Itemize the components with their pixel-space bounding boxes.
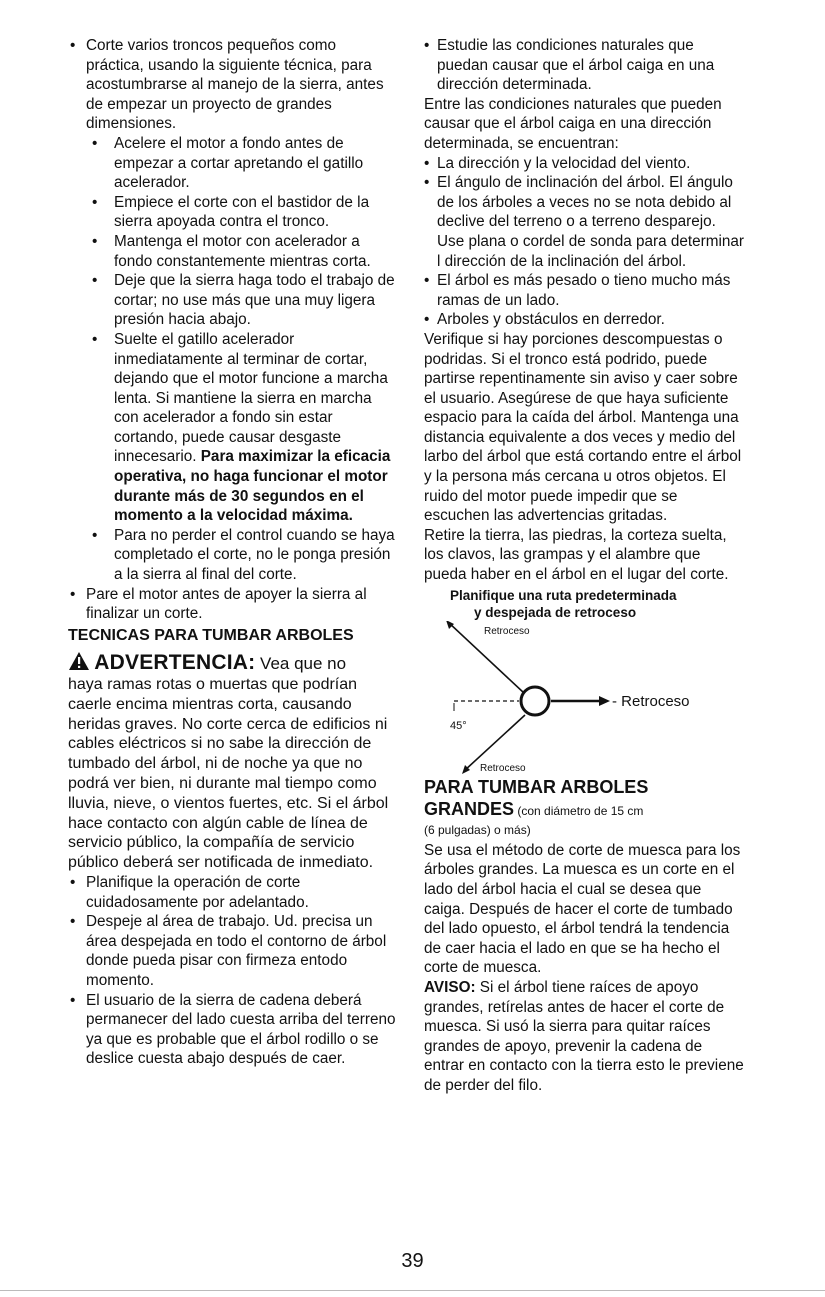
size-note-1: (con diámetro de 15 cm bbox=[514, 803, 644, 818]
sub-bullet: • Para no perder el control cuando se haya completado el corte, no le ponga presión a la sierra al final del corte. bbox=[68, 526, 398, 585]
notice-text: Si el árbol tiene raíces de apoyo grandes, retírelas antes de hacer el corte de muesca. Si usó la sierra para quitar raíces grandes de apoyo, prevenir la cadena de entrar en contacto con la tierra esto le previene de perder del filo. bbox=[424, 978, 744, 1094]
sub-bullet: • Empiece el corte con el bastidor de la sierra apoyada contra el tronco. bbox=[68, 193, 398, 232]
list-item: • El ángulo de inclinación del árbol. El ángulo de los árboles a veces no se nota debido al declive del terreno o a terreno desparejo. Use plana o cordel de sonda para determinar l dirección de la inclinación del árbol. bbox=[424, 173, 746, 271]
size-note-2: (6 pulgadas) o más) bbox=[424, 823, 531, 838]
warning-lead: Vea que no bbox=[255, 654, 347, 674]
remove-paragraph: Retire la tierra, las piedras, la corteza suelta, los clavos, las grampas y el alambre que pueda haber en el árbol en el lugar del corte. bbox=[424, 526, 729, 584]
warning-triangle-icon bbox=[68, 651, 90, 671]
warning-text: haya ramas rotas o muertas que podrían caerle encima mientras corta, causando heridas graves. No corte cerca de edificios ni cables eléctricos si no sabe la dirección de tumbado del árbol, ni de noche ya que no podrá ver bien, ni durante mal tiempo como lluvia, nieve, o vientos fuertes, etc. Si el árbol hace contacto con algún cable de línea de servicio público, la compañía de servicio público deberá ser notificada de inmediato. bbox=[68, 676, 389, 872]
sub-bullet: • Deje que la sierra haga todo el trabajo de cortar; no use más que una muy ligera presión hacia abajo. bbox=[68, 271, 398, 330]
big-trees-subheading bbox=[424, 798, 746, 822]
warning-label: ADVERTENCIA: bbox=[94, 651, 256, 675]
diagram-title bbox=[450, 587, 746, 621]
notice-paragraph bbox=[424, 978, 746, 1096]
page-number: 39 bbox=[401, 1250, 424, 1272]
list-item: • El árbol es más pesado o tieno mucho más ramas de un lado. bbox=[424, 271, 746, 310]
intro-bullet: • Corte varios troncos pequeños como práctica, usando la siguiente técnica, para acostumbrarse al manejo de la sierra, antes de empezar un proyecto de grandes dimensiones. bbox=[68, 36, 398, 134]
release-text: Suelte el gatillo acelerador inmediatamente al terminar de cortar, dejando que el motor funcione a marcha lenta. Si mantiene la sierra en marcha con acelerador a fondo sin estar cortando, puede causar desgaste innecesario. bbox=[114, 330, 388, 466]
retreat-label-right: - Retroceso bbox=[612, 692, 690, 710]
diagram-title-line-2: y despejada de retroceso bbox=[474, 604, 637, 620]
tree-top-view-icon bbox=[521, 687, 549, 715]
natural-conditions-bullet: • Estudie las condiciones naturales que puedan causar que el árbol caiga en una dirección determinada. bbox=[424, 36, 746, 95]
notice-label: AVISO: bbox=[424, 978, 476, 996]
list-item: • Planifique la operación de corte cuidadosamente por adelantado. bbox=[68, 873, 398, 912]
arrowhead-right bbox=[599, 696, 610, 706]
left-column bbox=[68, 36, 398, 1069]
list-item: • Arboles y obstáculos en derredor. bbox=[424, 310, 746, 330]
conditions-intro: Entre las condiciones naturales que pueden causar que el árbol caiga en una dirección determinada, se encuentran: bbox=[424, 95, 722, 152]
notch-paragraph: Se usa el método de corte de muesca para los árboles grandes. La muesca es un corte en el lado del árbol hacia el cual se desea que caiga. Después de hacer el corte de tumbado del lado opuesto, el árbol tendrá la tendencia de caer hacia el lado en que se ha hecho el corte de muesca. bbox=[424, 841, 741, 977]
page-edge-divider bbox=[0, 1290, 825, 1291]
retreat-path-diagram bbox=[424, 621, 746, 776]
list-item: • La dirección y la velocidad del viento. bbox=[424, 154, 746, 174]
release-throttle-bullet bbox=[68, 330, 398, 526]
retreat-label-bottom: Retroceso bbox=[480, 762, 526, 774]
warning-heading bbox=[68, 651, 398, 675]
retreat-label-top: Retroceso bbox=[484, 625, 530, 637]
stop-engine-bullet: • Pare el motor antes de apoyer la sierra al finalizar un corte. bbox=[68, 585, 398, 624]
sub-bullet: • Mantenga el motor con acelerador a fondo constantemente mientras corta. bbox=[68, 232, 398, 271]
arrowhead-upper bbox=[446, 621, 454, 629]
list-item: • El usuario de la sierra de cadena deberá permanecer del lado cuesta arriba del terreno ya que es probable que el árbol rodillo o se deslice cuesta abajo después de caer. bbox=[68, 991, 398, 1069]
right-column bbox=[424, 36, 746, 1096]
big-trees-heading-2: GRANDES bbox=[424, 798, 515, 819]
sub-bullet: • Acelere el motor a fondo antes de empezar a cortar apretando el gatillo acelerador. bbox=[68, 134, 398, 193]
big-trees-heading: PARA TUMBAR ARBOLES bbox=[424, 776, 649, 797]
section-heading: TECNICAS PARA TUMBAR ARBOLES bbox=[68, 626, 354, 644]
release-bold-text: Para maximizar la eficacia operativa, no haga funcionar el motor durante más de 30 segundos en el momento a la velocidad máxima. bbox=[114, 448, 391, 525]
verify-paragraph: Verifique si hay porciones descompuestas o podridas. Si el tronco está podrido, puede partirse repentinamente sin aviso y caer sobre el usuario. Asegúrese de que haya suficiente espacio para la caída del árbol. Mantenga una distancia equivalente a dos veces y medio del larbo del árbol que está cortando entre el árbol y la persona más cercana u otros objetos. El ruido del motor puede impedir que se escuchen las advertencias gritadas. bbox=[424, 330, 742, 525]
list-item: • Despeje al área de trabajo. Ud. precisa un área despejada en todo el contorno de árbol donde pueda pisar con firmeza entodo momento. bbox=[68, 912, 398, 990]
angle-label: 45° bbox=[450, 719, 467, 732]
retreat-diagram-graphic bbox=[424, 621, 746, 776]
diagram-title-line-1: Planifique una ruta predeterminada bbox=[450, 587, 677, 603]
